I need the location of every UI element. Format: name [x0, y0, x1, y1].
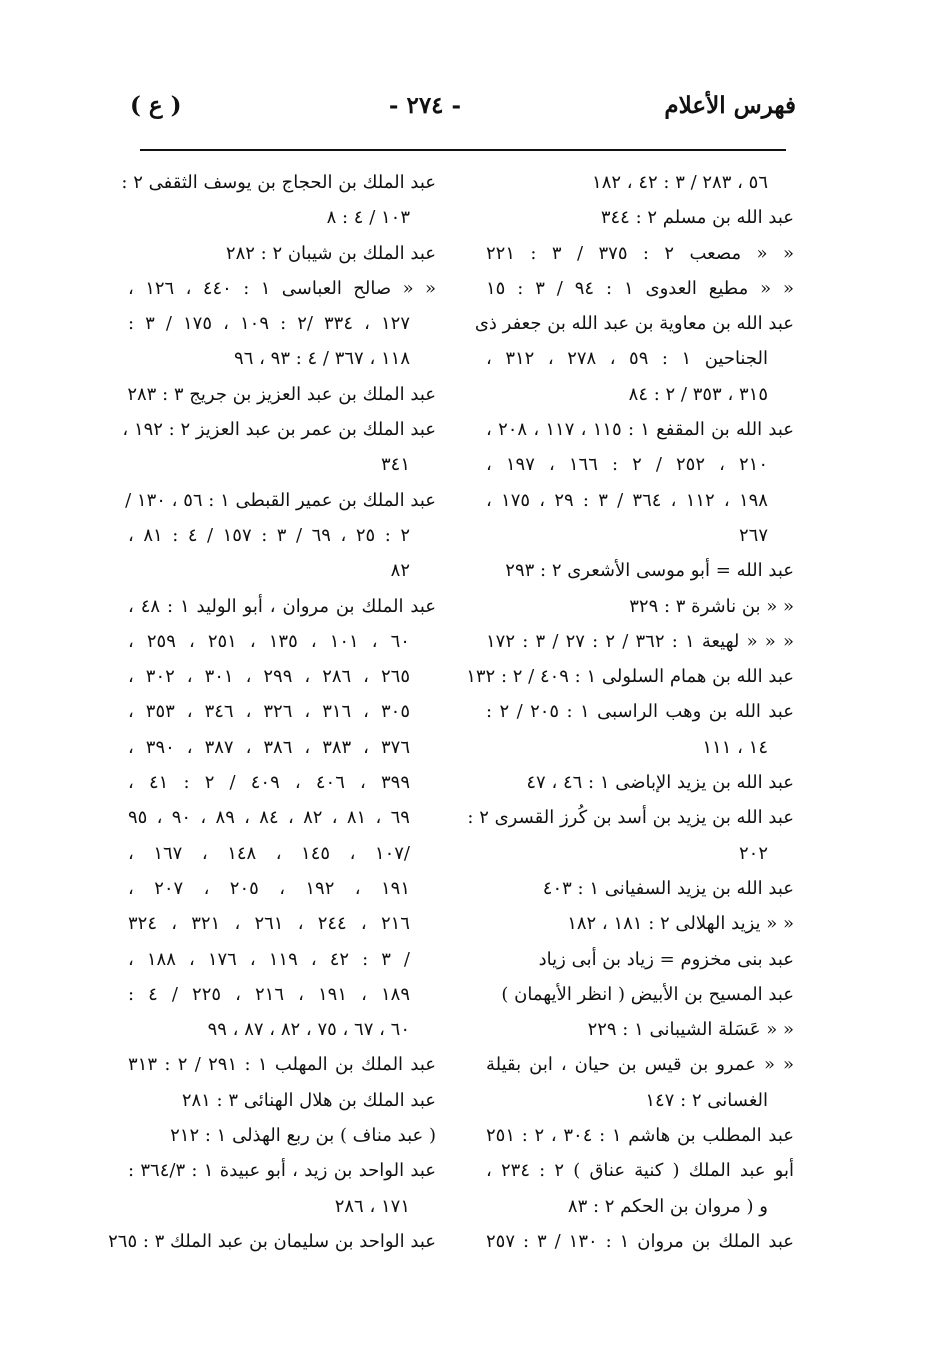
index-line: عبد الملك بن عمر بن عبد العزيز ٢ : ١٩٢ ،: [122, 419, 436, 441]
index-line: ٢٠٢: [738, 842, 768, 864]
index-line: ٢٦٥ ، ٢٨٦ ، ٢٩٩ ، ٣٠١ ، ٣٠٢ ،: [128, 666, 410, 688]
index-line: عبد الله = أبو موسى الأشعرى ٢ : ٢٩٣: [505, 560, 794, 582]
index-line: و ( مروان بن الحكم ٢ : ٨٣: [567, 1195, 768, 1217]
index-line: ١٠٣ / ٤ : ٨: [326, 207, 410, 229]
index-line: / ٣ : ٤٢ ، ١١٩ ، ١٧٦ ، ١٨٨ ،: [128, 948, 410, 970]
page-number: - ٢٧٤ -: [388, 92, 462, 119]
index-line: ٢ : ٢٥ ، ٦٩ / ٣ : ١٥٧ / ٤ : ٨١ ،: [128, 524, 410, 546]
index-line: عبد الملك بن مروان ١ : ١٣٠ / ٣ : ٢٥٧: [486, 1230, 794, 1252]
index-line: عبد المسيح بن الأبيض ( انظر الأيهمان ): [501, 983, 794, 1005]
index-line: ٣٤١: [380, 454, 410, 476]
index-line: ٣٠٥ ، ٣١٦ ، ٣٢٦ ، ٣٤٦ ، ٣٥٣ ،: [128, 701, 410, 723]
index-line: عبد الله بن المقفع ١ : ١١٥ ، ١١٧ ، ٢٠٨ ،: [486, 419, 794, 441]
index-line: ( عبد مناف ) بن ربع الهذلى ١ : ٢١٢: [170, 1125, 436, 1147]
index-line: عبد الله بن همام السلولى ١ : ٤٠٩ / ٢ : ١٣٢: [466, 666, 794, 688]
index-line: ٦٩ ، ٨١ ، ٨٢ ، ٨٤ ، ٨٩ ، ٩٠ ، ٩٥: [128, 807, 410, 829]
index-line: عبد الملك بن الحجاج بن يوسف الثقفى ٢ :: [121, 172, 436, 193]
index-line: ٨٢: [390, 560, 410, 582]
index-line: « « عَسَلة الشيبانى ١ : ٢٢٩: [587, 1019, 794, 1041]
index-line: ١٧١ ، ٢٨٦: [334, 1195, 410, 1217]
header-rule: [140, 149, 786, 151]
index-line: عبد الملك بن المهلب ١ : ٢٩١ / ٢ : ٣١٣: [128, 1054, 436, 1076]
index-line: عبد الله بن يزيد الإباضى ١ : ٤٦ ، ٤٧: [526, 772, 794, 794]
index-line: ٣٧٦ ، ٣٨٣ ، ٣٨٦ ، ٣٨٧ ، ٣٩٠ ،: [128, 736, 410, 758]
index-line: عبد الله بن وهب الراسبى ١ : ٢٠٥ / ٢ :: [486, 701, 794, 723]
index-line: عبد الملك بن مروان ، أبو الوليد ١ : ٤٨ ،: [128, 595, 437, 617]
index-line: عبد الملك بن عمير القبطى ١ : ٥٦ ، ١٣٠ /: [125, 489, 436, 511]
index-line: عبد الله بن يزيد بن أسد بن كُرز القسرى ٢ :: [467, 807, 794, 829]
right-column: [466, 165, 795, 1259]
index-line: أبو عبد الملك ( كنية عناق ) ٢ : ٢٣٤ ،: [486, 1160, 794, 1182]
index-line: ٣١٥ ، ٣٥٣ / ٢ : ٨٤: [628, 383, 768, 405]
index-line: ١٨٩ ، ١٩١ ، ٢١٦ ، ٢٢٥ / ٤ :: [128, 983, 410, 1005]
left-column: [108, 165, 437, 1259]
index-line: ٢٦٧: [738, 524, 768, 546]
index-line: « « « لهيعة ١ : ٣٦٢ / ٢ : ٢٧ / ٣ : ١٧٢: [486, 630, 794, 652]
index-line: « « عمرو بن قيس بن حيان ، ابن بقيلة: [486, 1054, 794, 1076]
index-line: عبد الواحد بن زيد ، أبو عبيدة ١ : ٣٦٤/٣ :: [128, 1160, 437, 1182]
index-line: ٢١٠ ، ٢٥٢ / ٢ : ١٦٦ ، ١٩٧ ،: [486, 454, 768, 476]
index-line: عبد الواحد بن سليمان بن عبد الملك ٣ : ٢٦٥: [108, 1230, 436, 1252]
index-line: ١٤ ، ١١١: [702, 736, 768, 758]
index-line: ٦٠ ، ١٠١ ، ١٣٥ ، ٢٥١ ، ٢٥٩ ،: [128, 630, 410, 652]
index-line: ٦٠ ، ٦٧ ، ٧٥ ، ٨٢ ، ٨٧ ، ٩٩: [207, 1019, 410, 1041]
index-line: « « مطيع العدوى ١ : ٩٤ / ٣ : ١٥: [486, 277, 795, 299]
index-line: عبد الله بن يزيد السفيانى ١ : ٤٠٣: [542, 877, 794, 899]
index-line: عبد الملك بن هلال الهنائى ٣ : ٢٨١: [181, 1089, 436, 1111]
section-letter: ( ع ): [130, 92, 182, 119]
index-line: عبد الملك بن عبد العزيز بن جريج ٣ : ٢٨٣: [127, 383, 436, 405]
index-line: ١٢٧ ، ٣٣٤ /٢ : ١٠٩ ، ١٧٥ / ٣ :: [128, 313, 410, 335]
index-line: ٥٦ ، ٢٨٣ / ٣ : ٤٢ ، ١٨٢: [592, 172, 768, 193]
index-line: عبد بنى مخزوم = زياد بن أبى زياد: [538, 948, 794, 970]
index-line: عبد الله بن مسلم ٢ : ٣٤٤: [600, 207, 794, 229]
index-line: « « صالح العباسى ١ : ٤٤٠ ، ١٢٦ ،: [128, 277, 436, 299]
index-line: « « يزيد الهلالى ٢ : ١٨١ ، ١٨٢: [567, 913, 794, 935]
index-title: فهرس الأعلام: [664, 92, 796, 119]
index-line: « « بن ناشرة ٣ : ٣٢٩: [629, 595, 794, 617]
index-line: الجناحين ١ : ٥٩ ، ٢٧٨ ، ٣١٢ ،: [486, 348, 768, 370]
index-line: الغسانى ٢ : ١٤٧: [645, 1089, 768, 1111]
index-line: ١٩١ ، ١٩٢ ، ٢٠٥ ، ٢٠٧ ،: [128, 877, 410, 899]
index-line: ١٩٨ ، ١١٢ ، ٣٦٤ / ٣ : ٢٩ ، ١٧٥ ،: [486, 489, 768, 511]
index-line: ٢١٦ ، ٢٤٤ ، ٢٦١ ، ٣٢١ ، ٣٢٤: [128, 913, 410, 935]
index-line: ٣٩٩ ، ٤٠٦ ، ٤٠٩ / ٢ : ٤١ ،: [128, 772, 410, 794]
index-line: « « مصعب ٢ : ٣٧٥ / ٣ : ٢٢١: [486, 242, 794, 264]
index-line: ١١٨ ، ٣٦٧ / ٤ : ٩٣ ، ٩٦: [234, 348, 410, 370]
index-line: عبد الملك بن شيبان ٢ : ٢٨٢: [225, 242, 436, 264]
index-line: /١٠٧ ، ١٤٥ ، ١٤٨ ، ١٦٧ ،: [128, 842, 410, 864]
index-line: عبد المطلب بن هاشم ١ : ٣٠٤ ، ٢ : ٢٥١: [486, 1125, 794, 1147]
index-line: عبد الله بن معاوية بن عبد الله بن جعفر ذى: [474, 313, 794, 335]
